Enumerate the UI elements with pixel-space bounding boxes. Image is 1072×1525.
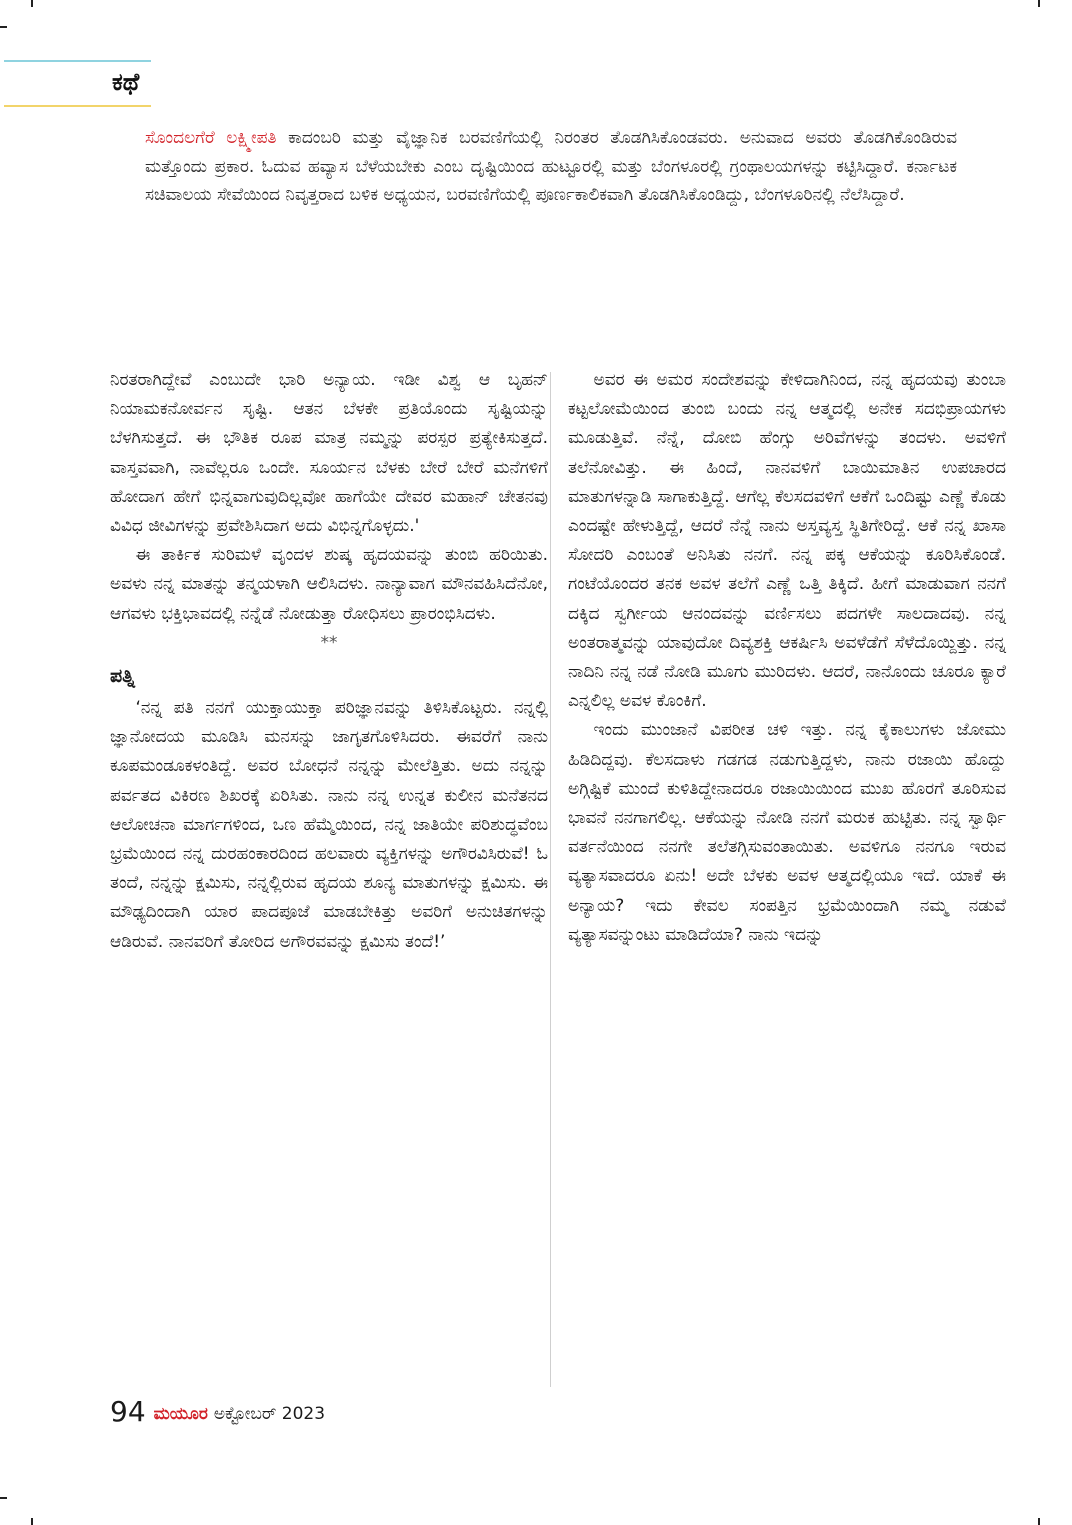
- paragraph: ‘ನನ್ನ ಪತಿ ನನಗೆ ಯುಕ್ತಾಯುಕ್ತಾ ಪರಿಜ್ಞಾನವನ್ನು ತಿಳಿಸಿಕೊಟ್ಟರು. ನನ್ನಲ್ಲಿ ಜ್ಞಾನೋದಯ ಮೂಡಿಸಿ ಮನಸನ್ನು ಜಾಗೃತಗೊಳಿಸಿದರು. ಈವರೆಗೆ ನಾನು ಕೂಪಮಂಡೂಕಳಂತಿದ್ದೆ. ಅವರ ಬೋಧನೆ ನನ್ನನ್ನು ಮೇಲೆತ್ತಿತು. ಅದು ನನ್ನನ್ನು ಪರ್ವತದ ವಿಕಿರಣ ಶಿಖರಕ್ಕೆ ಏರಿಸಿತು. ನಾನು ನನ್ನ ಉನ್ನತ ಕುಲೀನ ಮನೆತನದ ಆಲೋಚನಾ ಮಾರ್ಗಗಳಿಂದ, ಒಣ ಹೆಮ್ಮೆಯಿಂದ, ನನ್ನ ಜಾತಿಯೇ ಪರಿಶುದ್ಧವೆಂಬ ಭ್ರಮೆಯಿಂದ ನನ್ನ ದುರಹಂಕಾರದಿಂದ ಹಲವಾರು ವ್ಯಕ್ತಿಗಳನ್ನು ಅಗೌರವಿಸಿರುವೆ! ಓ ತಂದೆ, ನನ್ನನ್ನು ಕ್ಷಮಿಸು, ನನ್ನಲ್ಲಿರುವ ಹೃದಯ ಶೂನ್ಯ ಮಾತುಗಳನ್ನು ಕ್ಷಮಿಸು. ಈ ಮೌಢ್ಯದಿಂದಾಗಿ ಯಾರ ಪಾದಪೂಜೆ ಮಾಡಬೇಕಿತ್ತು ಅವರಿಗೆ ಅನುಚಿತಗಳನ್ನು ಆಡಿರುವೆ. ನಾನವರಿಗೆ ತೋರಿದ ಅಗೌರವವನ್ನು ಕ್ಷಮಿಸು ತಂದೆ!’: [110, 698, 548, 952]
- paragraph: ನಿರತರಾಗಿದ್ದೇವೆ ಎಂಬುದೇ ಭಾರಿ ಅನ್ಯಾಯ. ಇಡೀ ವಿಶ್ವ ಆ ಬೃಹನ್ ನಿಯಾಮಕನೋರ್ವನ ಸೃಷ್ಟಿ. ಆತನ ಬೆಳಕೇ ಪ್ರತಿಯೊಂದು ಸೃಷ್ಟಿಯನ್ನು ಬೆಳಗಿಸುತ್ತದೆ. ಈ ಭೌತಿಕ ರೂಪ ಮಾತ್ರ ನಮ್ಮನ್ನು ಪರಸ್ಪರ ಪ್ರತ್ಯೇಕಿಸುತ್ತದೆ. ವಾಸ್ತವವಾಗಿ, ನಾವೆಲ್ಲರೂ ಒಂದೇ. ಸೂರ್ಯನ ಬೆಳಕು ಬೇರೆ ಬೇರೆ ಮನೆಗಳಿಗೆ ಹೋದಾಗ ಹೇಗೆ ಭಿನ್ನವಾಗುವುದಿಲ್ಲವೋ ಹಾಗೆಯೇ ದೇವರ ಮಹಾನ್ ಚೇತನವು ವಿವಿಧ ಜೀವಿಗಳನ್ನು ಪ್ರವೇಶಿಸಿದಾಗ ಅದು ವಿಭಿನ್ನಗೊಳ್ಳದು.': [110, 370, 548, 537]
- header-rule-cyan: [4, 60, 151, 62]
- subheading: ಪತ್ನಿ: [110, 665, 135, 688]
- left-column: [110, 366, 548, 957]
- crop-mark: [31, 0, 33, 7]
- crop-mark: [0, 26, 7, 28]
- paragraph: ಇಂದು ಮುಂಜಾನೆ ವಿಪರೀತ ಚಳಿ ಇತ್ತು. ನನ್ನ ಕೈಕಾಲುಗಳು ಜೋಮು ಹಿಡಿದಿದ್ದವು. ಕೆಲಸದಾಳು ಗಡಗಡ ನಡುಗುತ್ತಿದ್ದಳು, ನಾನು ರಜಾಯಿ ಹೊದ್ದು ಅಗ್ಗಿಷ್ಟಿಕೆ ಮುಂದೆ ಕುಳಿತಿದ್ದೇನಾದರೂ ರಜಾಯಿಯಿಂದ ಮುಖ ಹೊರಗೆ ತೂರಿಸುವ ಭಾವನೆ ನನಗಾಗಲಿಲ್ಲ. ಆಕೆಯನ್ನು ನೋಡಿ ನನಗೆ ಮರುಕ ಹುಟ್ಟಿತು. ನನ್ನ ಸ್ವಾರ್ಥಿ ವರ್ತನೆಯಿಂದ ನನಗೇ ತಲೆತಗ್ಗಿಸುವಂತಾಯಿತು. ಅವಳಿಗೂ ನನಗೂ ಇರುವ ವ್ಯತ್ಯಾಸವಾದರೂ ಏನು! ಅದೇ ಬೆಳಕು ಅವಳ ಆತ್ಮದಲ್ಲಿಯೂ ಇದೆ. ಯಾಕೆ ಈ ಅನ್ಯಾಯ? ಇದು ಕೇವಲ ಸಂಪತ್ತಿನ ಭ್ರಮೆಯಿಂದಾಗಿ ನಮ್ಮ ನಡುವೆ ವ್ಯತ್ಯಾಸವನ್ನುಂಟು ಮಾಡಿದೆಯಾ? ನಾನು ಇದನ್ನು: [568, 720, 1006, 945]
- paragraph: ಈ ತಾರ್ಕಿಕ ಸುರಿಮಳೆ ವೃಂದಳ ಶುಷ್ಕ ಹೃದಯವನ್ನು ತುಂಬಿ ಹರಿಯಿತು. ಅವಳು ನನ್ನ ಮಾತನ್ನು ತನ್ಮಯಳಾಗಿ ಆಲಿಸಿದಳು. ನಾನ್ಯಾವಾಗ ಮೌನವಹಿಸಿದೆನೋ, ಆಗವಳು ಭಕ್ತಿಭಾವದಲ್ಲಿ ನನ್ನೆಡೆ ನೋಡುತ್ತಾ ರೋಧಿಸಲು ಪ್ರಾರಂಭಿಸಿದಳು.: [110, 545, 548, 624]
- page-number: 94: [110, 1395, 146, 1428]
- header-rule-yellow: [4, 105, 151, 107]
- author-bio: [145, 124, 957, 210]
- section-label: ಕಥೆ: [112, 68, 140, 96]
- crop-mark: [31, 1518, 33, 1525]
- crop-mark: [1038, 0, 1040, 7]
- column-divider: [550, 372, 551, 1387]
- crop-mark: [0, 1497, 7, 1499]
- page-footer: [110, 1395, 325, 1431]
- paragraph: ಅವರ ಈ ಅಮರ ಸಂದೇಶವನ್ನು ಕೇಳಿದಾಗಿನಿಂದ, ನನ್ನ ಹೃದಯವು ತುಂಬಾ ಕಟ್ಟಲೋಮೆಯಿಂದ ತುಂಬಿ ಬಂದು ನನ್ನ ಆತ್ಮದಲ್ಲಿ ಅನೇಕ ಸದಭಿಪ್ರಾಯಗಳು ಮೂಡುತ್ತಿವೆ. ನೆನ್ನೆ, ದೋಬಿ ಹೆಂಗ್ಸು ಅರಿವೆಗಳನ್ನು ತಂದಳು. ಅವಳಿಗೆ ತಲೆನೋವಿತ್ತು. ಈ ಹಿಂದೆ, ನಾನವಳಿಗೆ ಬಾಯಿಮಾತಿನ ಉಪಚಾರದ ಮಾತುಗಳನ್ನಾಡಿ ಸಾಗಾಕುತ್ತಿದ್ದೆ. ಆಗೆಲ್ಲ ಕೆಲಸದವಳಿಗೆ ಆಕೆಗೆ ಒಂದಿಷ್ಟು ಎಣ್ಣೆ ಕೊಡು ಎಂದಷ್ಟೇ ಹೇಳುತ್ತಿದ್ದೆ, ಆದರೆ ನೆನ್ನೆ ನಾನು ಅಸ್ತವ್ಯಸ್ತ ಸ್ಥಿತಿಗೇರಿದ್ದೆ. ಆಕೆ ನನ್ನ ಖಾಸಾ ಸೋದರಿ ಎಂಬಂತೆ ಅನಿಸಿತು ನನಗೆ. ನನ್ನ ಪಕ್ಕ ಆಕೆಯನ್ನು ಕೂರಿಸಿಕೊಂಡೆ. ಗಂಟೆಯೊಂದರ ತನಕ ಅವಳ ತಲೆಗೆ ಎಣ್ಣೆ ಒತ್ತಿ ತಿಕ್ಕಿದೆ. ಹೀಗೆ ಮಾಡುವಾಗ ನನಗೆ ದಕ್ಕಿದ ಸ್ವರ್ಗೀಯ ಆನಂದವನ್ನು ವರ್ಣಿಸಲು ಪದಗಳೇ ಸಾಲದಾದವು. ನನ್ನ ಅಂತರಾತ್ಮವನ್ನು ಯಾವುದೋ ದಿವ್ಯಶಕ್ತಿ ಆಕರ್ಷಿಸಿ ಅವಳೆಡೆಗೆ ಸೆಳೆದೊಯ್ದಿತ್ತು. ನನ್ನ ನಾದಿನಿ ನನ್ನ ನಡೆ ನೋಡಿ ಮೂಗು ಮುರಿದಳು. ಆದರೆ, ನಾನೊಂದು ಚೂರೂ ಕ್ಯಾರೆ ಎನ್ನಲಿಲ್ಲ ಅವಳ ಕೊಂಕಿಗೆ.: [568, 370, 1006, 712]
- section-separator: **: [320, 632, 338, 653]
- magazine-name: ಮಯೂರ: [153, 1404, 208, 1424]
- author-bio-text: ಕಾದಂಬರಿ ಮತ್ತು ವೈಜ್ಞಾನಿಕ ಬರವಣಿಗೆಯಲ್ಲಿ ನಿರಂತರ ತೊಡಗಿಸಿಕೊಂಡವರು. ಅನುವಾದ ಅವರು ತೊಡಗಿಕೊಂಡಿರುವ ಮತ್ತೊಂದು ಪ್ರಕಾರ. ಓದುವ ಹವ್ಯಾಸ ಬೆಳೆಯಬೇಕು ಎಂಬ ದೃಷ್ಟಿಯಿಂದ ಹುಟ್ಟೂರಲ್ಲಿ ಮತ್ತು ಬೆಂಗಳೂರಲ್ಲಿ ಗ್ರಂಥಾಲಯಗಳನ್ನು ಕಟ್ಟಿಸಿದ್ದಾರೆ. ಕರ್ನಾಟಕ ಸಚಿವಾಲಯ ಸೇವೆಯಿಂದ ನಿವೃತ್ತರಾದ ಬಳಿಕ ಅಧ್ಯಯನ, ಬರವಣಿಗೆಯಲ್ಲಿ ಪೂರ್ಣಕಾಲಿಕವಾಗಿ ತೊಡಗಿಸಿಕೊಂಡಿದ್ದು, ಬೆಂಗಳೂರಿನಲ್ಲಿ ನೆಲೆಸಿದ್ದಾರೆ.: [145, 128, 957, 205]
- author-name: ಸೊಂದಲಗೆರೆ ಲಕ್ಷ್ಮೀಪತಿ: [145, 128, 277, 148]
- crop-mark: [1038, 1518, 1040, 1525]
- right-column: [568, 366, 1006, 950]
- issue-date: ಅಕ್ಟೋಬರ್ 2023: [213, 1404, 326, 1424]
